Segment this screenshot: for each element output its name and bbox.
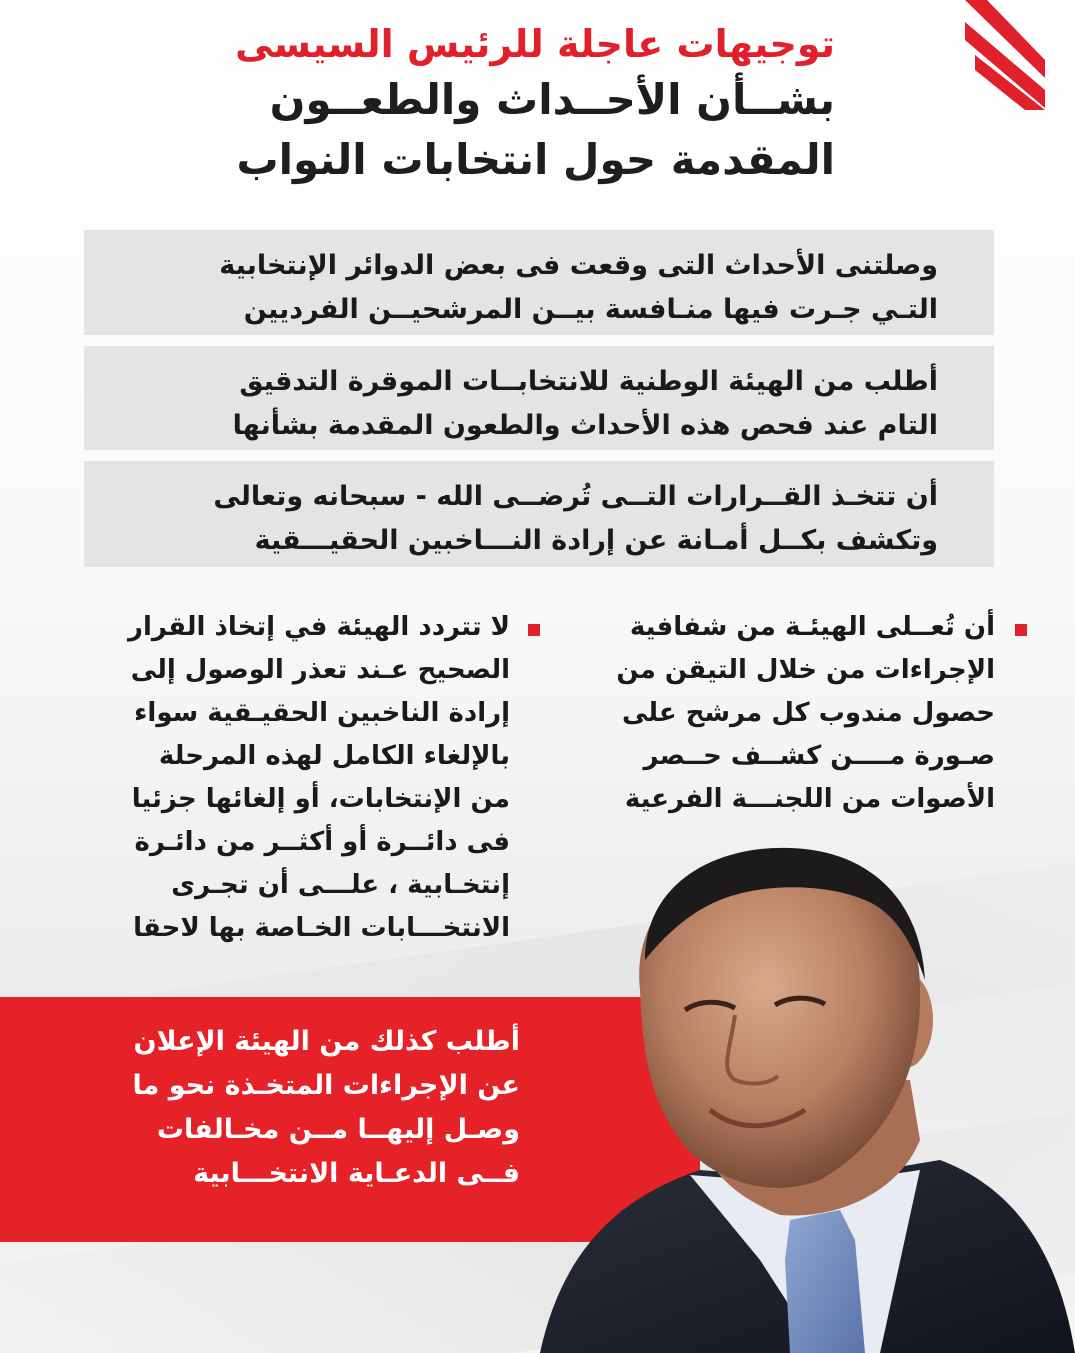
left-column: [70, 606, 510, 950]
column-line: بالإلغاء الكامل لهذه المرحلة: [158, 741, 510, 771]
info-box-line: أطلب من الهيئة الوطنية للانتخابــات الموقرة التدقيق: [239, 366, 938, 397]
column-line: لا تتردد الهيئة في إتخاذ القرار: [128, 612, 510, 642]
left-column-text: [70, 606, 510, 950]
info-box-line: التـي جـرت فيها منـافسة بيــن المرشحيــن الفرديين: [243, 294, 938, 325]
info-box-3: [84, 461, 994, 567]
info-box-line: أن تتخـذ القــرارات التــى تُرضــى الله - سبحانه وتعالى: [213, 481, 938, 512]
banner-line: عن الإجراءات المتخـذة نحو ما: [132, 1070, 520, 1101]
headline-red-line: توجيهات عاجلة للرئيس السيسى: [235, 22, 835, 66]
info-box-line: وتكشف بكــل أمـانة عن إرادة النـــاخبين الحقيـــقية: [254, 525, 938, 556]
column-line: فى دائــرة أو أكثــر من دائـرة: [134, 827, 510, 857]
corner-stripes-icon: [965, 0, 1045, 110]
square-bullet-icon: [1015, 624, 1027, 636]
banner-line: أطلب كذلك من الهيئة الإعلان: [133, 1026, 520, 1057]
info-box-2: [84, 346, 994, 450]
right-column-text: [565, 606, 995, 821]
column-line: صـورة مــــن كشــف حــصر: [643, 741, 995, 771]
column-line: إرادة الناخبين الحقيـقية سواء: [134, 698, 510, 728]
column-line: أن تُعــلى الهيئـة من شفافية: [629, 612, 995, 642]
column-line: الانتخـــابات الخـاصة بها لاحقا: [133, 913, 510, 943]
banner-line: وصـل إليهــا مــن مخـالفات: [156, 1114, 520, 1145]
red-banner-text: [50, 1020, 520, 1196]
info-box-1: [84, 230, 994, 335]
square-bullet-icon: [528, 624, 540, 636]
portrait-photo: [520, 840, 1075, 1353]
column-line: حصول مندوب كل مرشح على: [621, 698, 995, 728]
right-column: [565, 606, 995, 821]
column-line: الأصوات من اللجنـــة الفرعية: [624, 784, 995, 814]
headline-dark-line-2: المقدمة حول انتخابات النواب: [236, 135, 835, 184]
headline-dark-line-1: بشــأن الأحــداث والطعــون: [269, 75, 835, 124]
column-line: الإجراءات من خلال التيقن من: [616, 655, 995, 685]
banner-line: فــى الدعـاية الانتخـــابية: [193, 1158, 520, 1189]
headline: [215, 18, 835, 190]
column-line: إنتخـابية ، علـــى أن تجـرى: [171, 870, 510, 900]
column-line: من الإنتخابات، أو إلغائها جزئيا: [131, 784, 510, 814]
info-box-line: التام عند فحص هذه الأحداث والطعون المقدمة بشأنها: [232, 410, 938, 441]
column-line: الصحيح عـند تعذر الوصول إلى: [130, 655, 510, 685]
info-box-line: وصلتنى الأحداث التى وقعت فى بعض الدوائر الإنتخابية: [219, 250, 938, 281]
